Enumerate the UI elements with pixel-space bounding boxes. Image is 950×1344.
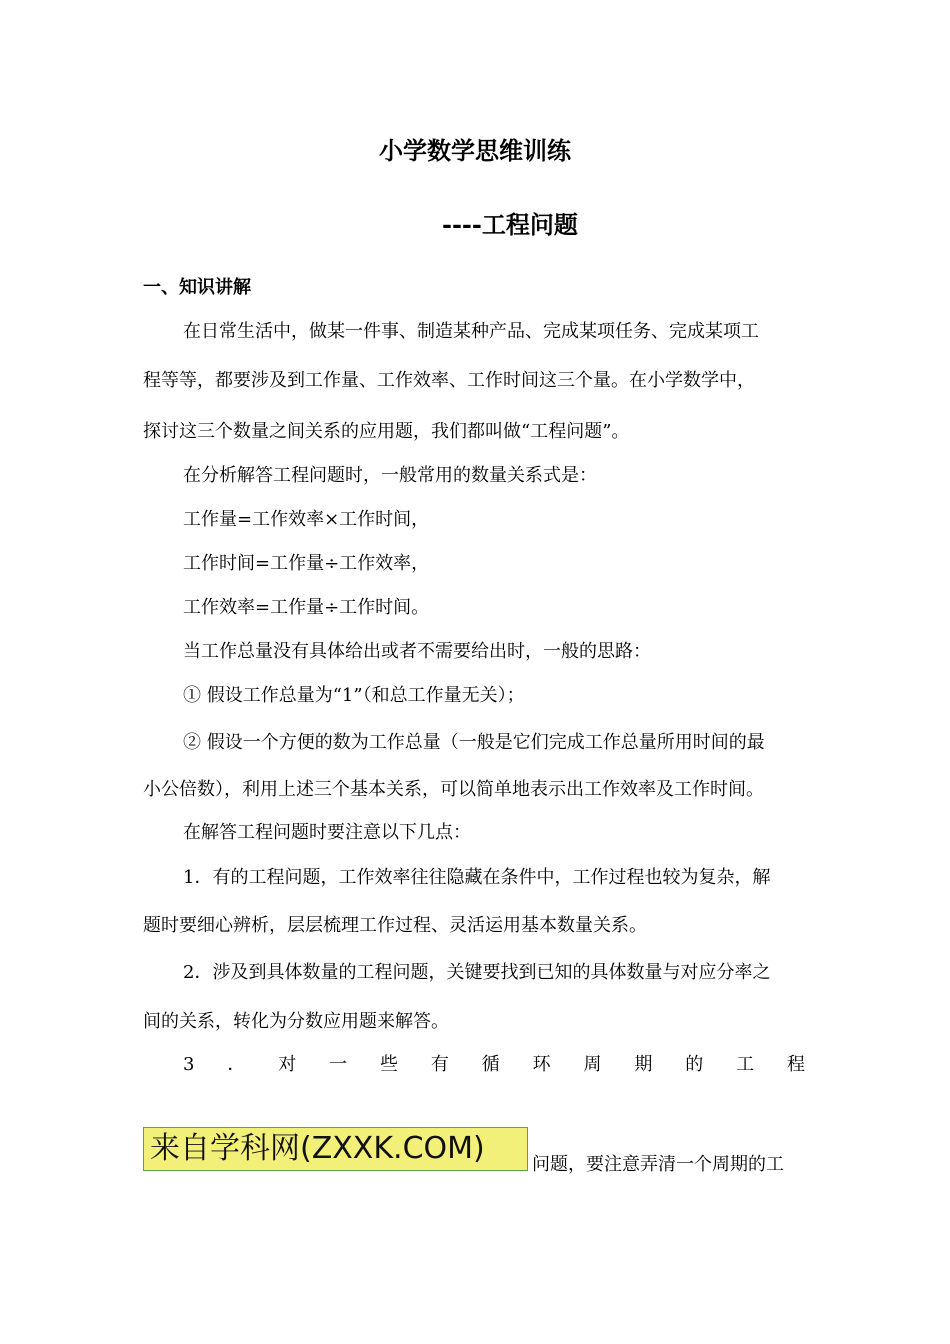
point3-spaced-line xyxy=(183,1053,805,1077)
paragraph-line: 1．有的工程问题，工作效率往往隐藏在条件中，工作过程也较为复杂，解 xyxy=(183,867,771,888)
paragraph-line: 在日常生活中，做某一件事、制造某种产品、完成某项任务、完成某项工 xyxy=(183,321,759,342)
formula-line: 工作时间=工作量÷工作效率， xyxy=(183,553,430,574)
formula-line: 工作效率=工作量÷工作时间。 xyxy=(183,597,430,618)
point3-char: 的 xyxy=(685,1054,704,1075)
paragraph-line: 探讨这三个数量之间关系的应用题，我们都叫做“工程问题”。 xyxy=(143,421,630,442)
paragraph-line: 2．涉及到具体数量的工程问题，关键要找到已知的具体数量与对应分率之 xyxy=(183,962,771,983)
paragraph-line: 题时要细心辨析，层层梳理工作过程、灵活运用基本数量关系。 xyxy=(143,915,647,936)
paragraph-line: 在解答工程问题时要注意以下几点： xyxy=(183,822,471,843)
section-heading: 一、知识讲解 xyxy=(143,277,251,298)
point3-char: 工 xyxy=(736,1054,755,1075)
point3-char: 期 xyxy=(634,1054,653,1075)
point3-char: 程 xyxy=(786,1054,805,1075)
paragraph-line: 小公倍数），利用上述三个基本关系，可以简单地表示出工作效率及工作时间。 xyxy=(143,779,764,800)
paragraph-line: 在分析解答工程问题时，一般常用的数量关系式是： xyxy=(183,465,597,486)
watermark-banner[interactable]: 来自学科网(ZXXK.COM) xyxy=(143,1127,528,1171)
document-subtitle: ----工程问题 xyxy=(442,210,578,239)
point3-char: 环 xyxy=(532,1054,551,1075)
point3-char: 些 xyxy=(379,1054,398,1075)
paragraph-line: 当工作总量没有具体给出或者不需要给出时，一般的思路： xyxy=(183,641,651,662)
document-title: 小学数学思维训练 xyxy=(379,136,571,165)
paragraph-line: 间的关系，转化为分数应用题来解答。 xyxy=(143,1011,449,1032)
formula-line: 工作量=工作效率×工作时间， xyxy=(183,509,430,530)
point3-char: 循 xyxy=(481,1054,500,1075)
point3-char: 一 xyxy=(329,1054,348,1075)
point3-char: 有 xyxy=(430,1054,449,1075)
point3-char: 周 xyxy=(583,1054,602,1075)
list-item: ② 假设一个方便的数为工作总量（一般是它们完成工作总量所用时间的最 xyxy=(183,732,765,753)
point3-char: ． xyxy=(227,1054,246,1075)
paragraph-line: 程等等，都要涉及到工作量、工作效率、工作时间这三个量。在小学数学中， xyxy=(143,370,755,391)
paragraph-line: 问题，要注意弄清一个周期的工 xyxy=(532,1154,784,1175)
list-item: ① 假设工作总量为“1”（和总工作量无关）； xyxy=(183,685,525,706)
point3-char: 3 xyxy=(183,1054,195,1075)
point3-char: 对 xyxy=(278,1054,297,1075)
